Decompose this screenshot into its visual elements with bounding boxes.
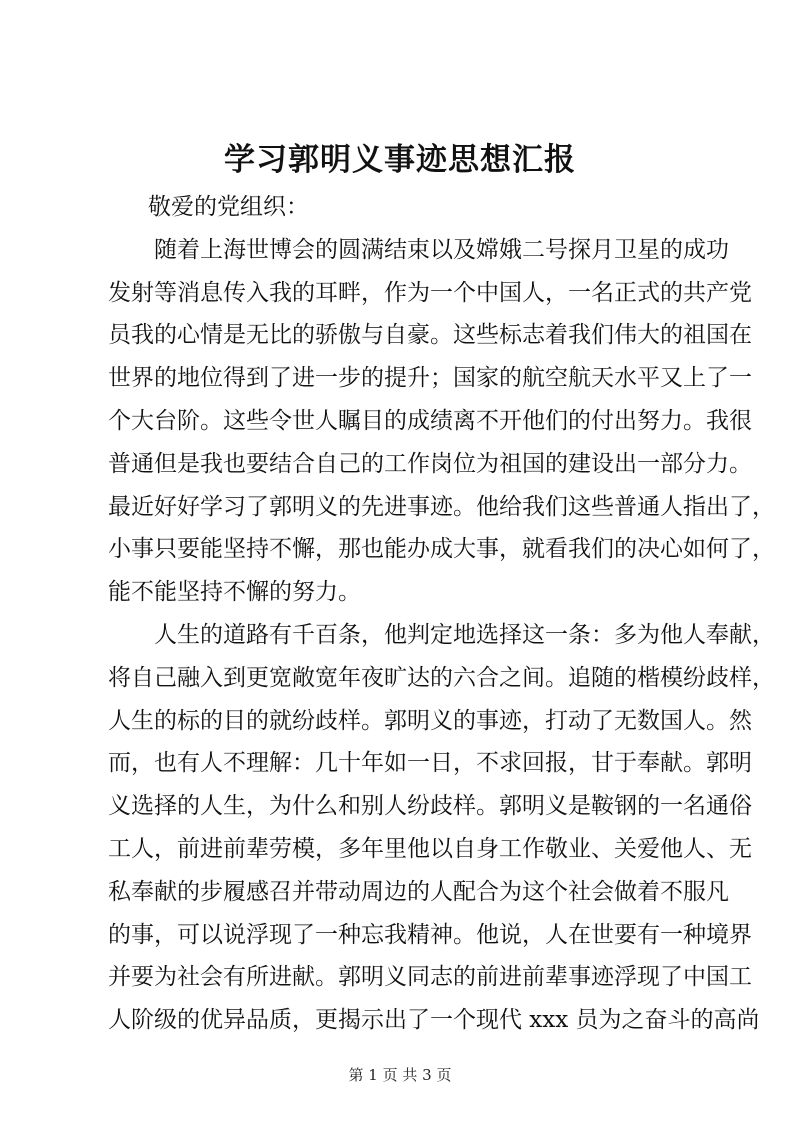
paragraph-line: 随着上海世博会的圆满结束以及嫦娥二号探月卫星的成功 [154,236,729,263]
paragraph-line: 人阶级的优异品质，更揭示出了一个现代 xxx 员为之奋斗的高尚 [108,1007,760,1034]
paragraph-line: 最近好好学习了郭明义的先进事迹。他给我们这些普通人指出了， [108,493,775,520]
paragraph-line: 个大台阶。这些令世人瞩目的成绩离不开他们的付出努力。我很 [108,407,752,434]
paragraph-line: 人生的道路有千百条，他判定地选择这一条：多为他人奉献， [154,621,775,648]
paragraph-line: 普通但是我也要结合自己的工作岗位为祖国的建设出一部分力。 [108,450,752,477]
paragraph-line: 私奉献的步履感召并带动周边的人配合为这个社会做着不服凡 [108,878,729,905]
paragraph-line: 小事只要能坚持不懈，那也能办成大事，就看我们的决心如何了， [108,536,775,563]
document-body [108,186,775,1042]
paragraph-line: 世界的地位得到了进一步的提升；国家的航空航天水平又上了一 [108,365,752,392]
paragraph-line: 发射等消息传入我的耳畔，作为一个中国人，一名正式的共产党 [108,279,752,306]
paragraph-line: 而，也有人不理解：几十年如一日，不求回报，甘于奉献。郭明 [108,750,752,777]
paragraph-line: 的事，可以说浮现了一种忘我精神。他说，人在世要有一种境界 [108,921,752,948]
page-footer: 第 1 页 共 3 页 [348,1066,452,1084]
paragraph-line: 并要为社会有所进献。郭明义同志的前进前辈事迹浮现了中国工 [108,964,752,991]
paragraph-line: 能不能坚持不懈的努力。 [108,579,361,606]
salutation-line: 敬爱的党组织： [148,194,309,220]
paragraph-line: 将自己融入到更宽敞宽年夜旷达的六合之间。追随的楷模纷歧样， [108,664,775,691]
paragraph-line: 义选择的人生，为什么和别人纷歧样。郭明义是鞍钢的一名通俗 [108,793,752,820]
paragraph-line: 员我的心情是无比的骄傲与自豪。这些标志着我们伟大的祖国在 [108,322,752,349]
paragraph-line: 人生的标的目的就纷歧样。郭明义的事迹，打动了无数国人。然 [108,707,752,734]
document-title: 学习郭明义事迹思想汇报 [224,142,576,178]
paragraph-line: 工人，前进前辈劳模，多年里他以自身工作敬业、关爱他人、无 [108,835,752,862]
